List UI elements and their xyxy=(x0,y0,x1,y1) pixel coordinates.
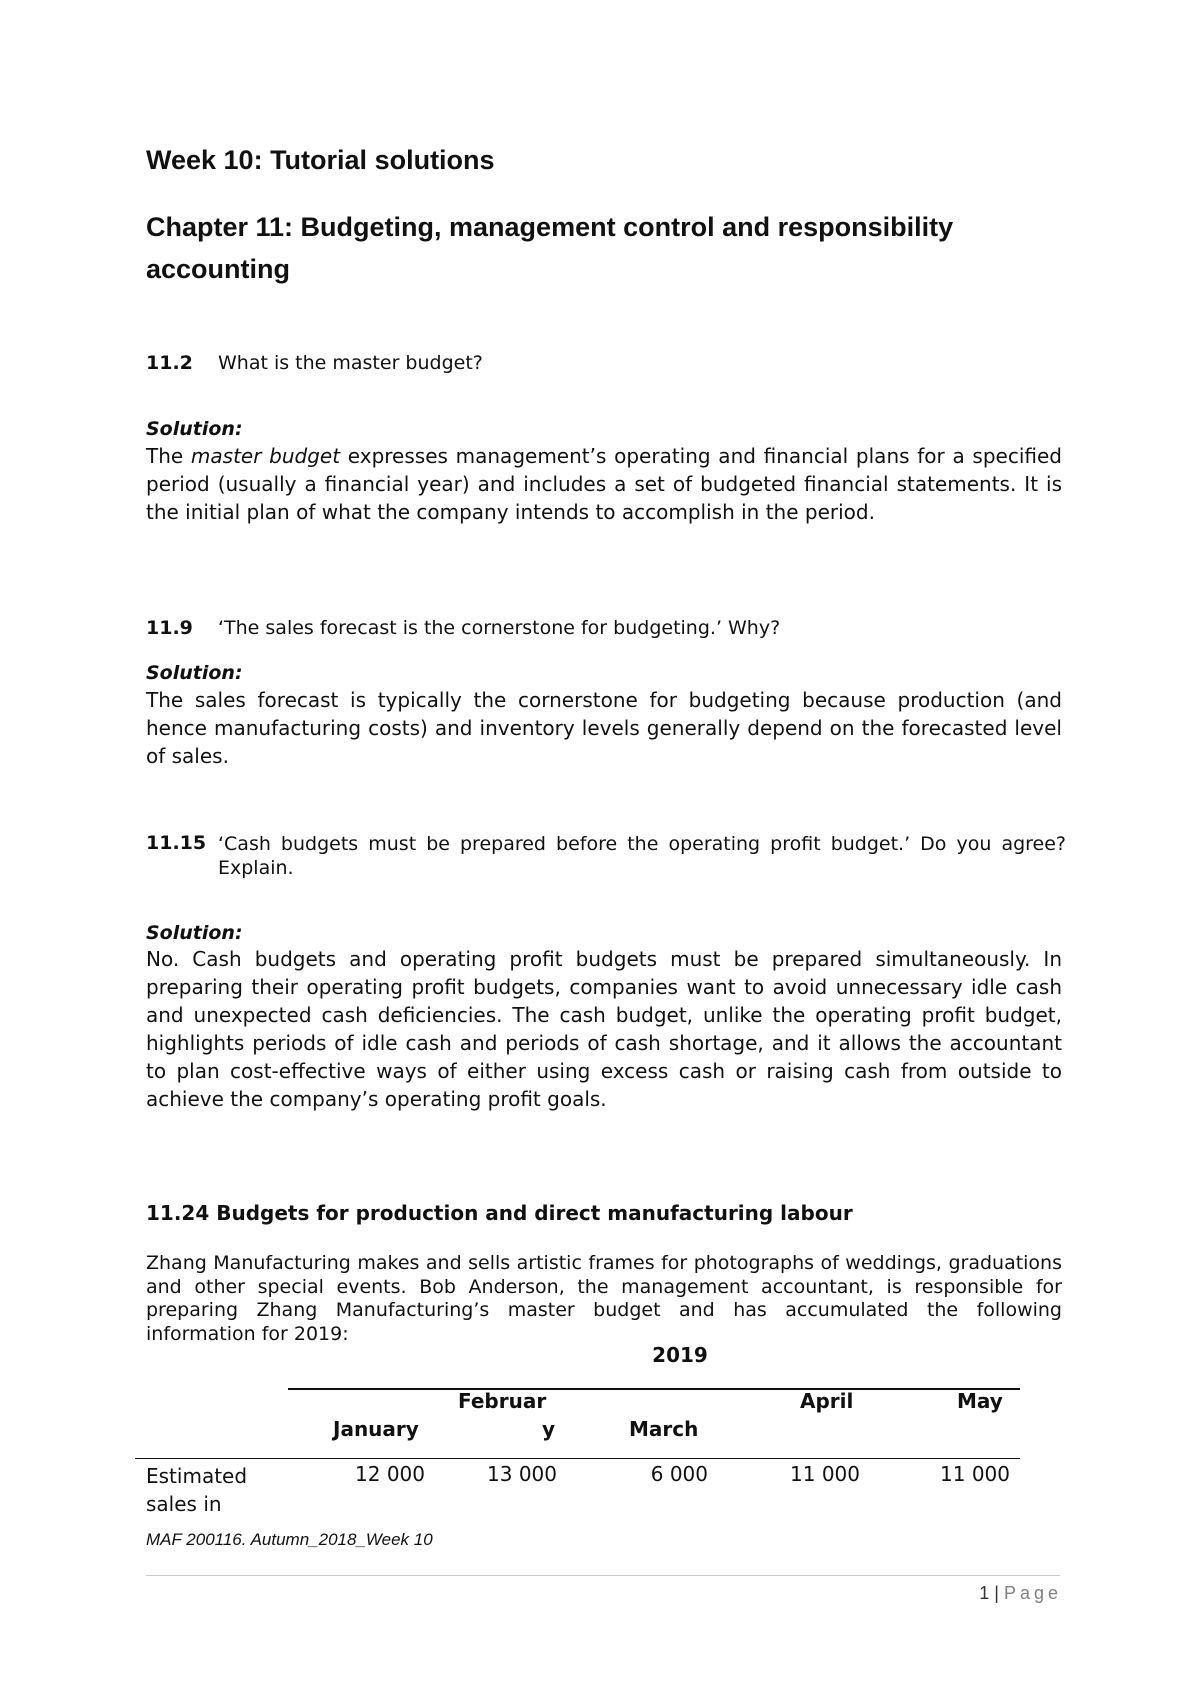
question-number: 11.9 xyxy=(146,617,193,639)
question-11-2 xyxy=(146,352,483,374)
page-title: Week 10: Tutorial solutions xyxy=(146,145,495,175)
col-february-cont: y xyxy=(542,1417,556,1441)
table-header-rule xyxy=(135,1458,1020,1459)
footer-course: MAF 200116. Autumn_2018_Week 10 xyxy=(146,1530,433,1549)
table-top-rule xyxy=(288,1388,1020,1390)
col-march: March xyxy=(629,1417,699,1441)
chapter-heading: Chapter 11: Budgeting, management control and responsibility accounting xyxy=(146,212,954,284)
table-cell: 11 000 xyxy=(790,1462,860,1486)
table-cell: 6 000 xyxy=(650,1462,708,1486)
col-april: April xyxy=(800,1389,854,1413)
solution-text: The master budget expresses management’s operating and financial plans for a specified period (usually a financial year) and includes a set of budgeted financial statements. It is the initial plan of what the company intends to accomplish in the period. xyxy=(146,444,1063,524)
page-number: 1 | Page xyxy=(979,1583,1062,1603)
col-may: May xyxy=(957,1389,1003,1413)
table-cell: 12 000 xyxy=(355,1462,425,1486)
col-january: January xyxy=(333,1417,419,1441)
question-number: 11.15 xyxy=(146,832,207,854)
question-text: ‘Cash budgets must be prepared before the operating profit budget.’ Do you agree? Explain. xyxy=(218,833,1066,879)
table-cell: 13 000 xyxy=(487,1462,557,1486)
solution-label: Solution: xyxy=(146,418,243,440)
table-year: 2019 xyxy=(652,1343,708,1367)
question-number: 11.2 xyxy=(146,352,193,374)
solution-text: No. Cash budgets and operating profit budgets must be prepared simultaneously. In preparing their operating profit budgets, companies want to avoid unnecessary idle cash and unexpected cash deficiencies. The cash budget, unlike the operating profit budget, highlights periods of idle cash and periods of cash shortage, and it allows the accountant to plan cost-effective ways of either using excess cash or raising cash from outside to achieve the company’s operating profit goals. xyxy=(146,947,1062,1111)
solution-label: Solution: xyxy=(146,922,243,944)
solution-text: The sales forecast is typically the cornerstone for budgeting because production (and hence manufacturing costs) and inventory levels generally depend on the forecasted level of sales. xyxy=(146,688,1062,768)
table-row-label: Estimated sales in xyxy=(146,1464,248,1516)
problem-heading: 11.24 Budgets for production and direct manufacturing labour xyxy=(146,1201,853,1225)
solution-label: Solution: xyxy=(146,662,243,684)
problem-text: Zhang Manufacturing makes and sells artistic frames for photographs of weddings, graduations and other special events. Bob Anderson, the management accountant, is responsible for preparing Zhang Manufacturing’s master budget and has accumulated the following information for 2019: xyxy=(146,1252,1062,1345)
footer-rule xyxy=(146,1575,1060,1576)
table-cell: 11 000 xyxy=(940,1462,1010,1486)
col-february: Februar xyxy=(458,1389,547,1413)
emphasis-master-budget: master budget xyxy=(190,444,341,468)
question-text: What is the master budget? xyxy=(217,352,483,374)
question-text: ‘The sales forecast is the cornerstone for budgeting.’ Why? xyxy=(217,617,781,639)
question-11-9 xyxy=(146,617,780,639)
